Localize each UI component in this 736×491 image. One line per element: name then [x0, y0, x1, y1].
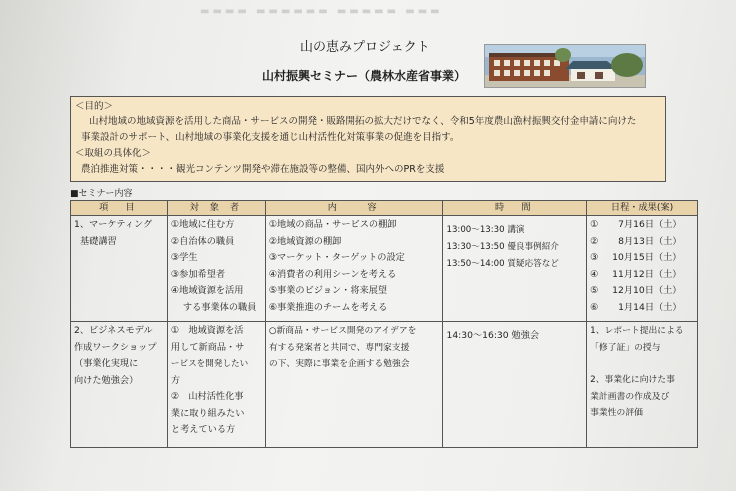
approach-heading: ＜取組の具体化＞: [75, 148, 152, 159]
document-title: 山の恵みプロジェクト: [300, 40, 430, 55]
row2-result-line: 業計画書の作成及び: [590, 391, 670, 402]
row1-time-line: 13:50～14:00 質疑応答など: [446, 259, 559, 269]
row1-content-line: ④消費者の利用シーンを考える: [268, 268, 397, 280]
row1-content-line: ⑤事業のビジョン・将来展望: [268, 285, 388, 296]
row1-content-line: ⑥事業推進のチームを考える: [268, 301, 388, 313]
schedule-date: 11月12日（土）: [612, 268, 682, 280]
row2-item: [71, 322, 168, 448]
row1-content: [265, 216, 443, 322]
row2-target-line: と考えている方: [170, 424, 236, 435]
schedule-item: [590, 217, 694, 234]
row1-time: [443, 216, 587, 322]
row2-result-line: 事業性の評価: [590, 408, 643, 418]
purpose-box: [70, 96, 666, 182]
schedule-no: ⑤: [590, 285, 599, 296]
table-row: [71, 322, 698, 448]
header-schedule: 日程・成果(案): [587, 201, 698, 216]
header-time: 時 間: [443, 201, 587, 216]
table-row: [71, 216, 698, 322]
schedule-no: ④: [590, 268, 599, 280]
row2-content-line: の下、実際に事業を企画する勉強会: [268, 359, 410, 369]
header-target: 対 象 者: [167, 201, 265, 216]
row2-target-line: 用して新商品・サ: [170, 341, 245, 353]
section-label: ■セミナー内容: [70, 189, 133, 199]
row2-target-line: 業に取り組みたい: [170, 407, 245, 419]
row2-result-line: 2、事業化に向けた事: [590, 375, 675, 385]
schedule-no: ⑥: [590, 301, 599, 313]
row2-content-line: 有する発案者と共同で、専門家支援: [268, 342, 410, 353]
row2-result-line: 1、レポート提出による: [590, 326, 684, 336]
schedule-date: 12月10日（土）: [612, 285, 682, 296]
row2-time-line: 14:30～16:30 勉強会: [446, 330, 540, 341]
schedule-no: ②: [590, 235, 599, 247]
header-content: 内 容: [265, 201, 443, 216]
purpose-line-2: 事業設計のサポート、山村地域の事業化支援を通じ山村活性化対策事業の促進を目指す。: [81, 132, 460, 143]
schedule-item: [590, 283, 694, 300]
document-subtitle: 山村振興セミナー（農林水産省事業）: [262, 69, 467, 83]
purpose-heading: ＜目的＞: [75, 101, 114, 112]
row1-time-line: 13:00～13:30 講演: [446, 225, 525, 235]
bleed-through-text: ▬▬▬▬ ▬▬▬▬▬▬ ▬▬▬▬▬ ▬▬▬: [200, 6, 443, 17]
row1-schedule: [587, 216, 698, 322]
row2-result-line: [590, 356, 694, 372]
row2-result-line: 「修了証」の授与: [590, 342, 661, 353]
row1-content-line: ①地域の商品・サービスの棚卸: [268, 219, 397, 230]
row2-item-line: 作成ワークショップ: [74, 341, 157, 353]
row1-content-line: ②地域資源の棚卸: [268, 235, 342, 247]
row2-item-line: 2、ビジネスモデル: [74, 325, 153, 336]
row1-time-line: 13:30～13:50 優良事例紹介: [446, 242, 559, 252]
schedule-date: 7月16日（土）: [618, 219, 682, 230]
row1-target-line: ①地域に住む方: [170, 219, 235, 230]
schedule-item: [590, 234, 694, 251]
row2-results: [587, 322, 698, 448]
row2-target: [167, 322, 265, 448]
row1-item: [71, 216, 168, 322]
schedule-no: ③: [590, 252, 599, 263]
schedule-item: [590, 267, 694, 284]
row1-item-line: 基礎講習: [80, 235, 117, 247]
schedule-item: [590, 250, 694, 267]
village-building-photo: [484, 44, 646, 88]
row2-item-line: 向けた勉強会）: [74, 374, 139, 386]
schedule-date: 1月14日（土）: [618, 301, 682, 313]
row2-target-line: 方: [170, 374, 181, 386]
row2-item-line: （事業化実現に: [74, 358, 139, 369]
approach-text: 農泊推進対策・・・・観光コンテンツ開発や滞在施設等の整備、国内外へのPRを支援: [81, 164, 445, 175]
schedule-item: [590, 300, 694, 317]
row2-target-line: ービスを開発したい: [170, 359, 249, 369]
header-item: 項 目: [71, 201, 168, 216]
table-header-row: [71, 201, 698, 216]
row2-target-line: ② 山村活性化事: [170, 391, 244, 402]
row2-content-line: ○新商品・サービス開発のアイデアを: [268, 326, 417, 336]
row1-target-line: ③学生: [170, 252, 198, 263]
row1-content-line: ③マーケット・ターゲットの設定: [268, 252, 405, 263]
row1-target-line: する事業体の職員: [182, 301, 257, 313]
purpose-line-1: 山村地域の地域資源を活用した商品・サービスの開発・販路開拓の拡大だけでなく、令和5年度農山漁村振興交付金申請に向けた: [89, 116, 637, 127]
row1-target-line: ③参加希望者: [170, 268, 226, 280]
row1-target: [167, 216, 265, 322]
row1-target-line: ④地域資源を活用: [170, 285, 244, 296]
seminar-table: [70, 200, 698, 448]
row1-target-line: ②自治体の職員: [170, 235, 235, 247]
row2-time: [443, 322, 587, 448]
schedule-no: ①: [590, 219, 599, 230]
row2-target-line: ① 地域資源を活: [170, 325, 244, 336]
row2-content: [265, 322, 443, 448]
schedule-date: 10月15日（土）: [612, 252, 682, 263]
row1-item-line: 1、マーケティング: [74, 219, 153, 230]
schedule-date: 8月13日（土）: [618, 235, 682, 247]
